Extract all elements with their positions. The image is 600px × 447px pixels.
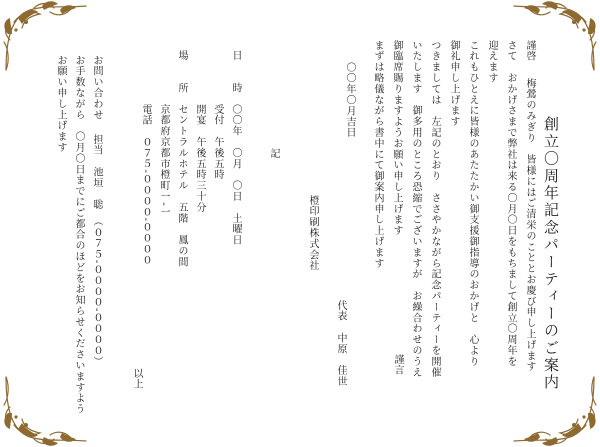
contact-request: お願い申し上げます [55, 55, 66, 154]
letter-date: 〇〇年〇月吉日 [344, 62, 355, 139]
letter-title: 創立〇周年記念パーティーのご案内 [542, 116, 560, 392]
body-line: いたします 御多用のところ恐縮でございますが お繰合わせのうえ [410, 40, 421, 378]
sender-person: 代表 中原 佳世 [335, 300, 346, 388]
contact-header: お問い合わせ [91, 55, 102, 121]
ki-heading: 記 [268, 148, 279, 159]
body-line: 御礼申し上げます [448, 40, 459, 128]
venue-address: 京都府京都市橙町一‐一 [158, 104, 169, 218]
ijo-closing: 以上 [131, 368, 142, 390]
body-line: 迎えます [486, 40, 497, 84]
body-line: 梅鶯のみぎり 皆様にはご清栄のこととお慶び申し上げます [524, 78, 535, 373]
datetime-label: 日 時 [230, 50, 241, 94]
venue-label: 場 所 [176, 50, 187, 94]
body-line: つきましては 左記のとおり ささやかながら記念パーティーを開催 [429, 40, 440, 378]
sender-company: 橙印刷株式会社 [307, 195, 318, 272]
closing-word: 謹言 [392, 354, 403, 376]
venue-value: セントラルホテル 五階 鳳の間 [176, 104, 187, 268]
body-line: さて おかげさまで弊社は来る〇月〇日をもちまして創立〇周年を [505, 40, 516, 367]
contact-person: 担当 池垣 聡 （０７５‐００００‐００００） [91, 134, 102, 367]
greeting: 謹啓 [524, 40, 535, 62]
opening-time: 開宴 午後五時三十分 [194, 104, 205, 213]
reception-time: 受付 午後五時 [212, 104, 223, 181]
corner-ornament-top-right [510, 0, 600, 78]
venue-phone: 電話 ０７５‐００００‐００００ [140, 104, 151, 266]
contact-request: お手数ながら 〇月〇日までにご都合のほどをお知らせくださいますよう [73, 55, 84, 415]
body-line: これもひとえに皆様のあたたかい御支援御指導のおかげと 心より [467, 40, 478, 367]
body-line: まずは略儀ながら書中にて御案内申し上げます [372, 40, 383, 269]
body-line: 御臨席賜りますようお願い申し上げます [391, 40, 402, 237]
datetime-value: 〇〇年 〇月 〇日 土曜日 [230, 104, 241, 246]
